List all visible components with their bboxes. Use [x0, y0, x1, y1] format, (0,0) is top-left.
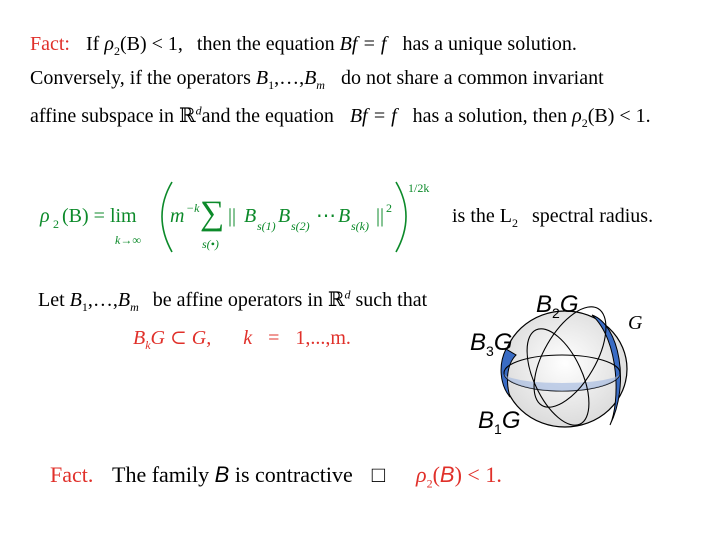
converse-line-1 — [30, 66, 604, 90]
affine-operators-text: be affine operators in — [152, 289, 323, 311]
operator-B: B — [69, 289, 82, 311]
less-than-one: ) < 1. — [454, 462, 502, 487]
sum-symbol: ∑ — [200, 195, 225, 232]
operator-B: B — [439, 462, 455, 487]
subscript-m: m — [316, 78, 325, 92]
rho-symbol: ρ — [104, 33, 114, 55]
family-text: The family — [112, 462, 210, 487]
subscript-1: 1 — [81, 300, 88, 314]
and-equation-text: and the equation — [201, 105, 334, 127]
dimension-d: d — [344, 287, 351, 302]
contractive-text: is contractive — [234, 462, 353, 487]
k-range: 1,...,m. — [295, 327, 351, 349]
operator-B: B — [133, 327, 146, 349]
has-solution-text: has a solution, then — [412, 105, 568, 127]
fact-label: Fact. — [50, 462, 94, 487]
subscript-k: k — [145, 338, 151, 352]
operator-B: B — [338, 205, 351, 227]
subscript-1: 1 — [268, 78, 275, 92]
sum-subscript: s(•) — [202, 237, 219, 251]
L-subscript: 2 — [512, 216, 518, 230]
m-exponent: −k — [186, 201, 200, 215]
spectral-radius-label: spectral radius. — [532, 205, 654, 227]
let-text: Let — [38, 289, 65, 311]
dimension-d: d — [195, 103, 202, 118]
spectral-radius-formula — [40, 174, 430, 264]
ellipsis: ,…, — [87, 289, 118, 311]
rho-argument: (B) < 1, — [119, 33, 183, 55]
subset-relation: G ⊂ G, — [150, 327, 212, 349]
index-s1: s(1) — [257, 219, 276, 233]
rho-subscript: 2 — [53, 217, 59, 231]
outer-exponent: 1/2k — [408, 181, 430, 195]
rho-subscript: 2 — [426, 476, 433, 491]
rho-symbol: ρ — [40, 205, 50, 227]
label-B3G: $B_3G$ — [470, 329, 513, 359]
operator-B: B — [255, 67, 269, 89]
index-sk: s(k) — [351, 219, 369, 233]
norm-close: || — [376, 205, 385, 227]
fact2-line — [50, 462, 502, 491]
norm-open: || — [228, 205, 237, 227]
rho-symbol: ρ — [416, 462, 427, 487]
let-line — [38, 288, 427, 312]
operator-B: B — [244, 205, 257, 227]
fact-label: Fact: — [30, 33, 70, 55]
family-B: B — [214, 462, 230, 487]
real-numbers-symbol: ℝ — [327, 289, 345, 311]
rho-condition — [416, 462, 502, 491]
real-numbers-symbol: ℝ — [179, 105, 196, 127]
unique-solution-text: has a unique solution. — [402, 33, 577, 55]
converse-text: Conversely, if the operators — [30, 67, 251, 89]
rho-subscript: 2 — [581, 116, 588, 130]
label-B1G: $B_1G$ — [478, 407, 521, 437]
fact1-line — [30, 32, 577, 56]
label-G: G — [628, 312, 643, 334]
subscript-m: m — [130, 300, 139, 314]
label-B2G: $B_2G$ — [536, 291, 579, 321]
rho-argument: (B) < 1. — [587, 105, 651, 127]
operator-B: B — [304, 67, 317, 89]
ellipsis: ,…, — [274, 67, 305, 89]
k-variable: k — [243, 327, 253, 349]
invariant-text: do not share a common invariant — [340, 67, 604, 89]
equals-sign: = — [268, 327, 280, 349]
equivalence-symbol: □ — [371, 462, 386, 487]
if-text: If — [86, 33, 100, 55]
rho-symbol: ρ — [572, 105, 582, 127]
equation: Bf = f — [339, 33, 387, 55]
norm-square: 2 — [386, 201, 392, 215]
is-the-L-text: is the L — [452, 205, 512, 227]
limit-subscript: k→∞ — [115, 233, 141, 247]
converse-line-2 — [30, 104, 651, 128]
invariant-set-diagram — [470, 285, 710, 450]
invariance-condition — [133, 326, 351, 350]
operator-B: B — [117, 289, 131, 311]
then-text: then the equation — [196, 33, 335, 55]
equation: Bf = f — [349, 105, 397, 127]
formula-lhs: (B) = lim — [62, 205, 137, 227]
operator-B: B — [278, 205, 291, 227]
such-that-text: such that — [355, 289, 428, 311]
spectral-radius-text — [452, 204, 653, 228]
rho-subscript: 2 — [113, 44, 120, 58]
open-paren: ( — [432, 462, 440, 487]
m-symbol: m — [170, 205, 185, 227]
index-s2: s(2) — [291, 219, 310, 233]
affine-subspace-text: affine subspace in — [30, 105, 175, 127]
cdots: ⋯ — [316, 205, 336, 227]
